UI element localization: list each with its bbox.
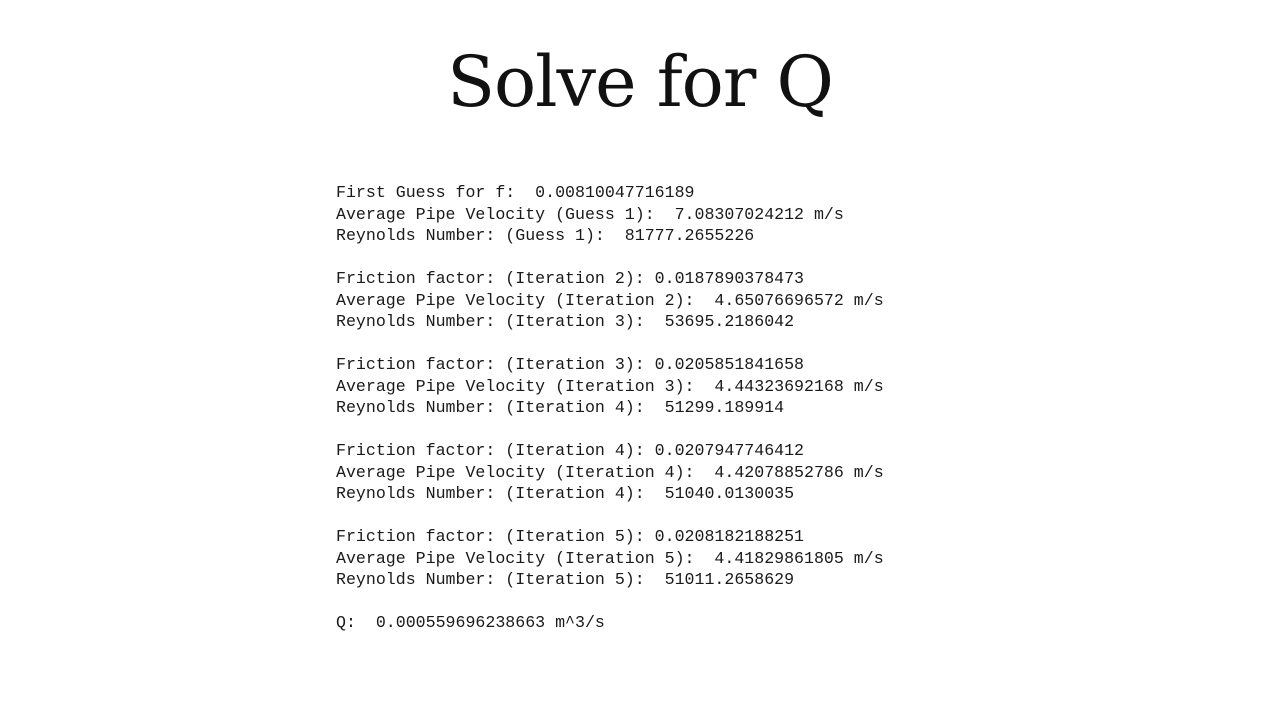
output-block-first-guess [336, 182, 884, 247]
output-line: Average Pipe Velocity (Iteration 4): 4.42078852786 m/s [336, 462, 884, 482]
output-line: Average Pipe Velocity (Guess 1): 7.08307024212 m/s [336, 204, 844, 224]
output-line: Reynolds Number: (Iteration 4): 51299.189914 [336, 398, 785, 417]
output-block-result-q [336, 612, 884, 634]
output-block-iteration-3 [336, 354, 884, 419]
output-line: Average Pipe Velocity (Iteration 5): 4.41829861805 m/s [336, 548, 884, 568]
output-line: Reynolds Number: (Iteration 4): 51040.0130035 [336, 484, 795, 503]
output-line: First Guess for f: 0.00810047716189 [336, 183, 695, 202]
output-line: Friction factor: (Iteration 5): 0.0208182188251 [336, 527, 805, 546]
console-output [336, 182, 884, 655]
output-line: Average Pipe Velocity (Iteration 2): 4.65076696572 m/s [336, 290, 884, 310]
output-line-q-result: Q: 0.000559696238663 m^3/s [336, 613, 605, 632]
output-line: Average Pipe Velocity (Iteration 3): 4.44323692168 m/s [336, 376, 884, 396]
output-block-iteration-2 [336, 268, 884, 333]
slide-title: Solve for Q [447, 41, 833, 123]
output-line: Friction factor: (Iteration 2): 0.0187890378473 [336, 269, 805, 288]
output-block-iteration-4 [336, 440, 884, 505]
output-line: Friction factor: (Iteration 4): 0.0207947746412 [336, 441, 805, 460]
output-line: Friction factor: (Iteration 3): 0.0205851841658 [336, 355, 805, 374]
output-line: Reynolds Number: (Iteration 5): 51011.2658629 [336, 570, 795, 589]
output-line: Reynolds Number: (Guess 1): 81777.2655226 [336, 226, 755, 245]
output-block-iteration-5 [336, 526, 884, 591]
output-line: Reynolds Number: (Iteration 3): 53695.2186042 [336, 312, 795, 331]
